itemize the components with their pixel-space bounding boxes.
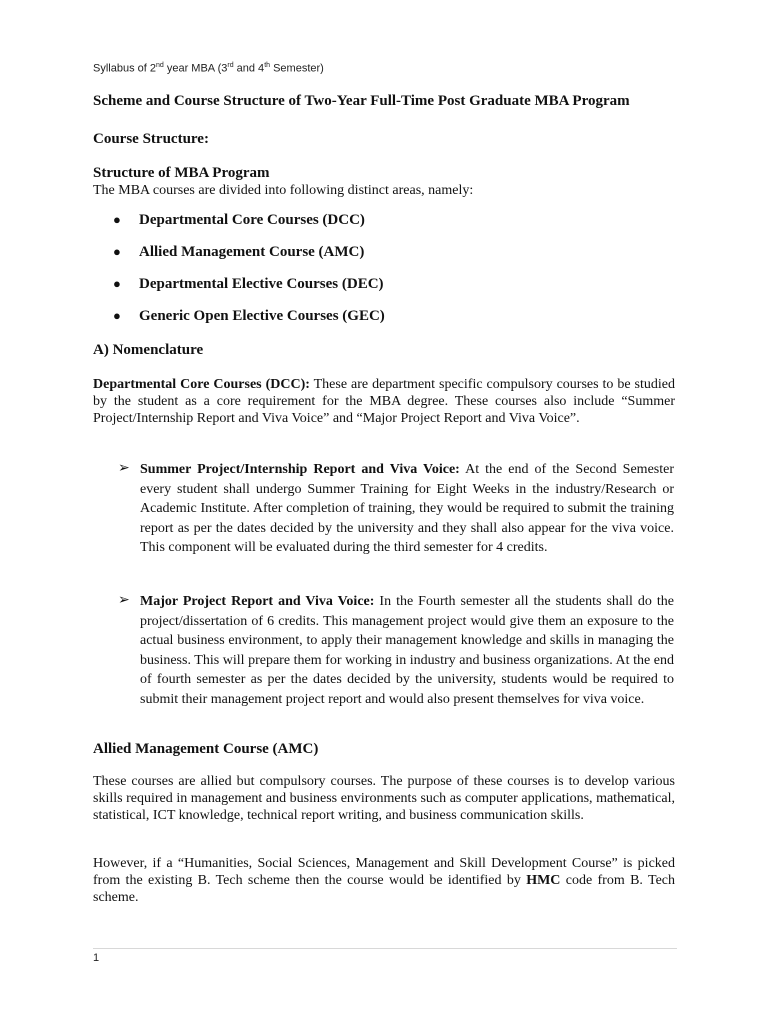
list-item: ● Generic Open Elective Courses (GEC) [113,308,385,324]
list-item: ● Allied Management Course (AMC) [113,244,365,260]
hmc-paragraph: However, if a “Humanities, Social Sciences, Management and Skill Development Course” is picked from the existing B. Tech scheme then the course would be identified by HMC code from B. Tech scheme. [93,856,675,905]
major-project-item: ➢ Major Project Report and Viva Voice: In the Fourth semester all the students shall do the project/dissertation of 6 credits. This management project would give them an exposure to the actual business environment, to apply their management knowledge and skills in managing the business. This will prepare them for working in industry and business organizations. At the end of fourth semester as per the dates decided by the university, students would be required to submit their management project report and would also present themselves for viva voice. [118,593,674,707]
structure-heading: Structure of MBA Program [93,165,270,181]
bullet-icon: ● [113,212,121,227]
nomenclature-heading: A) Nomenclature [93,342,204,358]
page-number: 1 [93,952,100,964]
list-item: ● Departmental Core Courses (DCC) [113,212,365,228]
amc-paragraph: These courses are allied but compulsory courses. The purpose of these courses is to develop various skills required in management and business environments such as computer applications, mathematical, statistical, ICT knowledge, technical report writing, and business communication skills. [93,774,675,823]
document-title: Scheme and Course Structure of Two-Year Full-Time Post Graduate MBA Program [93,93,630,109]
running-header: Syllabus of 2nd year MBA (3rd and 4th Semester) [93,62,324,75]
bullet-icon: ● [113,244,121,259]
areas-list [93,212,385,340]
structure-intro: The MBA courses are divided into following distinct areas, namely: [93,183,474,198]
amc-heading: Allied Management Course (AMC) [93,741,319,757]
dcc-paragraph: Departmental Core Courses (DCC): These are department specific compulsory courses to be studied by the student as a core requirement for the MBA degree. These courses also include “Summer Project/Internship Report and Viva Voice” and “Major Project Report and Viva Voice”. [93,377,675,426]
course-structure-heading: Course Structure: [93,131,209,147]
summer-project-item: ➢ Summer Project/Internship Report and Viva Voice: At the end of the Second Semester every student shall undergo Summer Training for Eight Weeks in the industry/Research or Academic Institute. After completion of training, they would be required to submit the training report as per the dates decided by the university and they shall also appear for the viva voice. This component will be evaluated during the third semester for 4 credits. [118,461,674,555]
arrow-bullet-icon: ➢ [118,461,130,476]
list-item: ● Departmental Elective Courses (DEC) [113,276,384,292]
footer-divider [93,948,677,949]
bullet-icon: ● [113,276,121,291]
arrow-bullet-icon: ➢ [118,593,130,608]
bullet-icon: ● [113,308,121,323]
